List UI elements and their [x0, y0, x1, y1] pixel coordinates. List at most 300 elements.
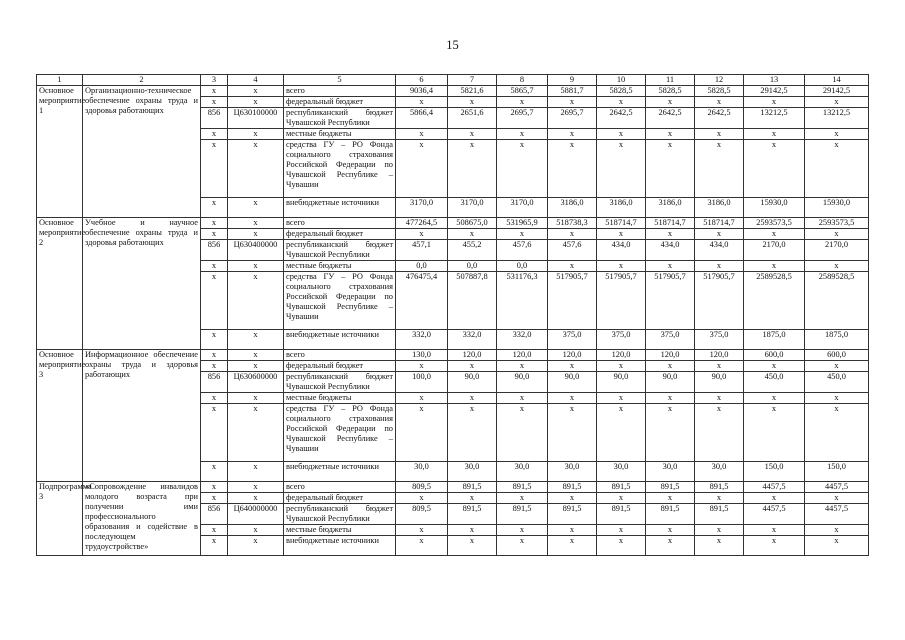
value-cell: x	[646, 493, 695, 504]
value-cell: x	[396, 361, 448, 372]
code-cell: x	[201, 229, 228, 240]
value-cell: x	[597, 525, 646, 536]
value-cell: x	[396, 229, 448, 240]
value-cell: 891,5	[497, 482, 548, 493]
code-cell: x	[201, 261, 228, 272]
value-cell: 518714,7	[695, 218, 744, 229]
code-cell: x	[201, 350, 228, 361]
value-cell: 1875,0	[744, 330, 805, 350]
code-cell: x	[201, 361, 228, 372]
value-cell: x	[646, 97, 695, 108]
source-cell: федеральный бюджет	[284, 229, 396, 240]
header-cell: 7	[448, 75, 497, 86]
value-cell: 332,0	[497, 330, 548, 350]
value-cell: x	[646, 140, 695, 198]
value-cell: 13212,5	[744, 108, 805, 129]
value-cell: x	[396, 493, 448, 504]
value-cell: 476475,4	[396, 272, 448, 330]
value-cell: 891,5	[548, 504, 597, 525]
classifier-cell: Ц630100000	[228, 108, 284, 129]
source-cell: внебюджетные источники	[284, 330, 396, 350]
table-row	[37, 350, 869, 361]
value-cell: 5828,5	[646, 86, 695, 97]
value-cell: 150,0	[744, 462, 805, 482]
table-row	[37, 86, 869, 97]
code-cell: x	[201, 198, 228, 218]
value-cell: 5828,5	[695, 86, 744, 97]
classifier-cell: x	[228, 462, 284, 482]
source-cell: всего	[284, 218, 396, 229]
classifier-cell: x	[228, 229, 284, 240]
classifier-cell: Ц640000000	[228, 504, 284, 525]
classifier-cell: x	[228, 261, 284, 272]
code-cell: x	[201, 525, 228, 536]
source-cell: местные бюджеты	[284, 129, 396, 140]
value-cell: 30,0	[497, 462, 548, 482]
header-cell: 12	[695, 75, 744, 86]
value-cell: 518714,7	[646, 218, 695, 229]
classifier-cell: x	[228, 482, 284, 493]
value-cell: 518714,7	[597, 218, 646, 229]
value-cell: x	[448, 404, 497, 462]
value-cell: 477264,5	[396, 218, 448, 229]
value-cell: x	[597, 361, 646, 372]
value-cell: 891,5	[597, 482, 646, 493]
value-cell: 457,6	[548, 240, 597, 261]
value-cell: 1875,0	[805, 330, 869, 350]
value-cell: 3170,0	[497, 198, 548, 218]
value-cell: x	[744, 140, 805, 198]
value-cell: 150,0	[805, 462, 869, 482]
value-cell: 90,0	[448, 372, 497, 393]
value-cell: 120,0	[497, 350, 548, 361]
value-cell: x	[597, 229, 646, 240]
value-cell: x	[597, 404, 646, 462]
classifier-cell: x	[228, 272, 284, 330]
classifier-cell: x	[228, 97, 284, 108]
header-cell: 9	[548, 75, 597, 86]
value-cell: 450,0	[744, 372, 805, 393]
value-cell: 375,0	[646, 330, 695, 350]
value-cell: 5865,7	[497, 86, 548, 97]
value-cell: x	[396, 536, 448, 556]
source-cell: федеральный бюджет	[284, 493, 396, 504]
classifier-cell: x	[228, 330, 284, 350]
value-cell: x	[646, 404, 695, 462]
value-cell: x	[695, 404, 744, 462]
value-cell: 0,0	[448, 261, 497, 272]
value-cell: 891,5	[646, 482, 695, 493]
source-cell: федеральный бюджет	[284, 97, 396, 108]
value-cell: x	[448, 129, 497, 140]
value-cell: x	[448, 536, 497, 556]
source-cell: местные бюджеты	[284, 393, 396, 404]
code-cell: 856	[201, 240, 228, 261]
value-cell: 3186,0	[548, 198, 597, 218]
source-cell: федеральный бюджет	[284, 361, 396, 372]
value-cell: x	[548, 525, 597, 536]
classifier-cell: x	[228, 536, 284, 556]
table-row	[37, 482, 869, 493]
value-cell: 30,0	[448, 462, 497, 482]
value-cell: 13212,5	[805, 108, 869, 129]
value-cell: 891,5	[497, 504, 548, 525]
code-cell: x	[201, 536, 228, 556]
header-cell: 3	[201, 75, 228, 86]
value-cell: 4457,5	[744, 504, 805, 525]
value-cell: x	[744, 525, 805, 536]
source-cell: всего	[284, 350, 396, 361]
value-cell: 891,5	[695, 504, 744, 525]
value-cell: 30,0	[597, 462, 646, 482]
value-cell: x	[805, 97, 869, 108]
value-cell: 517905,7	[548, 272, 597, 330]
value-cell: x	[646, 261, 695, 272]
header-cell: 13	[744, 75, 805, 86]
funding-table	[36, 74, 869, 556]
value-cell: 90,0	[646, 372, 695, 393]
source-cell: всего	[284, 482, 396, 493]
code-cell: 856	[201, 504, 228, 525]
value-cell: x	[805, 536, 869, 556]
value-cell: 2642,5	[695, 108, 744, 129]
value-cell: x	[396, 404, 448, 462]
value-cell: x	[805, 493, 869, 504]
page-number: 15	[446, 38, 459, 52]
value-cell: 120,0	[597, 350, 646, 361]
value-cell: x	[805, 129, 869, 140]
value-cell: x	[396, 129, 448, 140]
value-cell: x	[744, 97, 805, 108]
item-label: Основное мероприятие 1	[37, 86, 83, 218]
value-cell: x	[695, 525, 744, 536]
classifier-cell: x	[228, 393, 284, 404]
item-label: Основное мероприятие 3	[37, 350, 83, 482]
header-cell: 10	[597, 75, 646, 86]
header-cell: 6	[396, 75, 448, 86]
value-cell: x	[497, 525, 548, 536]
value-cell: x	[597, 393, 646, 404]
value-cell: x	[448, 493, 497, 504]
classifier-cell: x	[228, 129, 284, 140]
value-cell: x	[448, 525, 497, 536]
source-cell: внебюджетные источники	[284, 536, 396, 556]
value-cell: x	[448, 393, 497, 404]
value-cell: x	[744, 393, 805, 404]
value-cell: 0,0	[396, 261, 448, 272]
header-cell: 2	[83, 75, 201, 86]
header-cell: 5	[284, 75, 396, 86]
source-cell: республиканский бюджет Чувашской Республики	[284, 504, 396, 525]
value-cell: 507887,8	[448, 272, 497, 330]
source-cell: средства ГУ – РО Фонда социального страхования Российской Федерации по Чувашской Республике – Чувашии	[284, 404, 396, 462]
value-cell: 809,5	[396, 482, 448, 493]
code-cell: x	[201, 482, 228, 493]
item-label: Основное мероприятие 2	[37, 218, 83, 350]
source-cell: средства ГУ – РО Фонда социального страхования Российской Федерации по Чувашской Республике – Чувашии	[284, 272, 396, 330]
source-cell: местные бюджеты	[284, 261, 396, 272]
value-cell: x	[695, 536, 744, 556]
value-cell: x	[497, 493, 548, 504]
code-cell: x	[201, 493, 228, 504]
value-cell: 5881,7	[548, 86, 597, 97]
value-cell: x	[548, 261, 597, 272]
value-cell: 29142,5	[744, 86, 805, 97]
item-name: «Сопровождение инвалидов молодого возраста при получении ими профессионального образования и содействие в последующем трудоустройстве»	[83, 482, 201, 556]
value-cell: 3186,0	[695, 198, 744, 218]
value-cell: 5821,6	[448, 86, 497, 97]
value-cell: x	[744, 229, 805, 240]
value-cell: x	[497, 536, 548, 556]
value-cell: 891,5	[448, 504, 497, 525]
code-cell: x	[201, 86, 228, 97]
value-cell: x	[646, 129, 695, 140]
source-cell: внебюджетные источники	[284, 462, 396, 482]
value-cell: 2695,7	[548, 108, 597, 129]
code-cell: x	[201, 129, 228, 140]
value-cell: 30,0	[548, 462, 597, 482]
value-cell: 434,0	[597, 240, 646, 261]
value-cell: 457,6	[497, 240, 548, 261]
value-cell: 30,0	[695, 462, 744, 482]
value-cell: x	[497, 229, 548, 240]
value-cell: x	[497, 404, 548, 462]
value-cell: 29142,5	[805, 86, 869, 97]
classifier-cell: Ц630600000	[228, 372, 284, 393]
value-cell: 531965,9	[497, 218, 548, 229]
value-cell: 120,0	[646, 350, 695, 361]
value-cell: 15930,0	[744, 198, 805, 218]
value-cell: 4457,5	[805, 504, 869, 525]
code-cell: 856	[201, 108, 228, 129]
value-cell: 450,0	[805, 372, 869, 393]
value-cell: x	[695, 261, 744, 272]
value-cell: x	[695, 140, 744, 198]
value-cell: 9036,4	[396, 86, 448, 97]
value-cell: 15930,0	[805, 198, 869, 218]
value-cell: 891,5	[646, 504, 695, 525]
value-cell: x	[396, 525, 448, 536]
item-name: Организационно-техническое обеспечение охраны труда и здоровья работающих	[83, 86, 201, 218]
value-cell: 5866,4	[396, 108, 448, 129]
value-cell: 2695,7	[497, 108, 548, 129]
classifier-cell: Ц630400000	[228, 240, 284, 261]
value-cell: x	[695, 129, 744, 140]
value-cell: 120,0	[548, 350, 597, 361]
value-cell: x	[597, 261, 646, 272]
table-row	[37, 218, 869, 229]
value-cell: x	[548, 393, 597, 404]
value-cell: x	[646, 361, 695, 372]
value-cell: 457,1	[396, 240, 448, 261]
value-cell: x	[548, 536, 597, 556]
value-cell: 30,0	[396, 462, 448, 482]
value-cell: x	[448, 361, 497, 372]
item-name: Информационное обеспечение охраны труда и здоровья работающих	[83, 350, 201, 482]
value-cell: x	[548, 493, 597, 504]
source-cell: республиканский бюджет Чувашской Республики	[284, 108, 396, 129]
value-cell: 809,5	[396, 504, 448, 525]
source-cell: средства ГУ – РО Фонда социального страхования Российской Федерации по Чувашской Республике – Чувашии	[284, 140, 396, 198]
value-cell: x	[646, 525, 695, 536]
item-name: Учебное и научное обеспечение охраны труда и здоровья работающих	[83, 218, 201, 350]
value-cell: x	[695, 361, 744, 372]
value-cell: x	[548, 97, 597, 108]
header-cell: 8	[497, 75, 548, 86]
value-cell: 2589528,5	[744, 272, 805, 330]
classifier-cell: x	[228, 361, 284, 372]
value-cell: 3186,0	[646, 198, 695, 218]
classifier-cell: x	[228, 86, 284, 97]
value-cell: x	[646, 229, 695, 240]
header-cell: 1	[37, 75, 83, 86]
value-cell: x	[497, 393, 548, 404]
value-cell: 3170,0	[396, 198, 448, 218]
value-cell: 375,0	[597, 330, 646, 350]
source-cell: республиканский бюджет Чувашской Республики	[284, 372, 396, 393]
item-label: Подпрограмма 3	[37, 482, 83, 556]
value-cell: x	[597, 536, 646, 556]
code-cell: x	[201, 330, 228, 350]
value-cell: 30,0	[646, 462, 695, 482]
value-cell: x	[548, 361, 597, 372]
value-cell: 600,0	[744, 350, 805, 361]
value-cell: x	[597, 97, 646, 108]
classifier-cell: x	[228, 493, 284, 504]
value-cell: x	[448, 140, 497, 198]
source-cell: внебюджетные источники	[284, 198, 396, 218]
value-cell: 3186,0	[597, 198, 646, 218]
value-cell: 455,2	[448, 240, 497, 261]
value-cell: 891,5	[597, 504, 646, 525]
value-cell: x	[448, 97, 497, 108]
classifier-cell: x	[228, 525, 284, 536]
value-cell: 120,0	[448, 350, 497, 361]
value-cell: 508675,0	[448, 218, 497, 229]
value-cell: x	[396, 140, 448, 198]
header-row	[37, 75, 869, 86]
value-cell: x	[695, 229, 744, 240]
value-cell: 90,0	[497, 372, 548, 393]
value-cell: 2170,0	[805, 240, 869, 261]
classifier-cell: x	[228, 140, 284, 198]
header-cell: 4	[228, 75, 284, 86]
value-cell: x	[805, 261, 869, 272]
value-cell: 2642,5	[597, 108, 646, 129]
value-cell: 600,0	[805, 350, 869, 361]
value-cell: x	[646, 536, 695, 556]
header-cell: 14	[805, 75, 869, 86]
value-cell: x	[805, 140, 869, 198]
value-cell: 891,5	[448, 482, 497, 493]
source-cell: республиканский бюджет Чувашской Республики	[284, 240, 396, 261]
value-cell: 4457,5	[744, 482, 805, 493]
code-cell: x	[201, 218, 228, 229]
value-cell: x	[396, 393, 448, 404]
value-cell: x	[744, 493, 805, 504]
value-cell: x	[744, 404, 805, 462]
value-cell: 0,0	[497, 261, 548, 272]
value-cell: x	[805, 361, 869, 372]
value-cell: 2593573,5	[805, 218, 869, 229]
classifier-cell: x	[228, 198, 284, 218]
value-cell: x	[805, 525, 869, 536]
value-cell: 517905,7	[695, 272, 744, 330]
value-cell: x	[497, 129, 548, 140]
value-cell: 100,0	[396, 372, 448, 393]
header-cell: 11	[646, 75, 695, 86]
source-cell: всего	[284, 86, 396, 97]
value-cell: x	[597, 493, 646, 504]
value-cell: 4457,5	[805, 482, 869, 493]
value-cell: x	[744, 536, 805, 556]
value-cell: x	[597, 129, 646, 140]
value-cell: 375,0	[548, 330, 597, 350]
value-cell: 3170,0	[448, 198, 497, 218]
value-cell: x	[695, 493, 744, 504]
value-cell: 434,0	[646, 240, 695, 261]
value-cell: x	[695, 97, 744, 108]
value-cell: 120,0	[695, 350, 744, 361]
code-cell: x	[201, 140, 228, 198]
value-cell: x	[744, 261, 805, 272]
value-cell: x	[695, 393, 744, 404]
value-cell: 531176,3	[497, 272, 548, 330]
value-cell: x	[548, 229, 597, 240]
code-cell: x	[201, 393, 228, 404]
value-cell: x	[548, 404, 597, 462]
value-cell: 891,5	[548, 482, 597, 493]
value-cell: x	[646, 393, 695, 404]
value-cell: 2593573,5	[744, 218, 805, 229]
value-cell: 90,0	[597, 372, 646, 393]
classifier-cell: x	[228, 350, 284, 361]
classifier-cell: x	[228, 404, 284, 462]
value-cell: x	[497, 140, 548, 198]
value-cell: x	[548, 140, 597, 198]
value-cell: x	[744, 361, 805, 372]
value-cell: 2589528,5	[805, 272, 869, 330]
value-cell: 5828,5	[597, 86, 646, 97]
code-cell: x	[201, 272, 228, 330]
value-cell: x	[497, 97, 548, 108]
value-cell: 130,0	[396, 350, 448, 361]
value-cell: 375,0	[695, 330, 744, 350]
value-cell: 891,5	[695, 482, 744, 493]
value-cell: 332,0	[396, 330, 448, 350]
code-cell: x	[201, 97, 228, 108]
code-cell: 856	[201, 372, 228, 393]
value-cell: 518738,3	[548, 218, 597, 229]
value-cell: x	[597, 140, 646, 198]
value-cell: 332,0	[448, 330, 497, 350]
table-body	[37, 75, 869, 556]
value-cell: 2170,0	[744, 240, 805, 261]
classifier-cell: x	[228, 218, 284, 229]
value-cell: x	[805, 393, 869, 404]
value-cell: 90,0	[548, 372, 597, 393]
value-cell: 517905,7	[646, 272, 695, 330]
value-cell: x	[497, 361, 548, 372]
value-cell: 434,0	[695, 240, 744, 261]
code-cell: x	[201, 404, 228, 462]
value-cell: 2642,5	[646, 108, 695, 129]
value-cell: 2651,6	[448, 108, 497, 129]
value-cell: x	[744, 129, 805, 140]
value-cell: x	[548, 129, 597, 140]
value-cell: x	[448, 229, 497, 240]
value-cell: x	[805, 229, 869, 240]
